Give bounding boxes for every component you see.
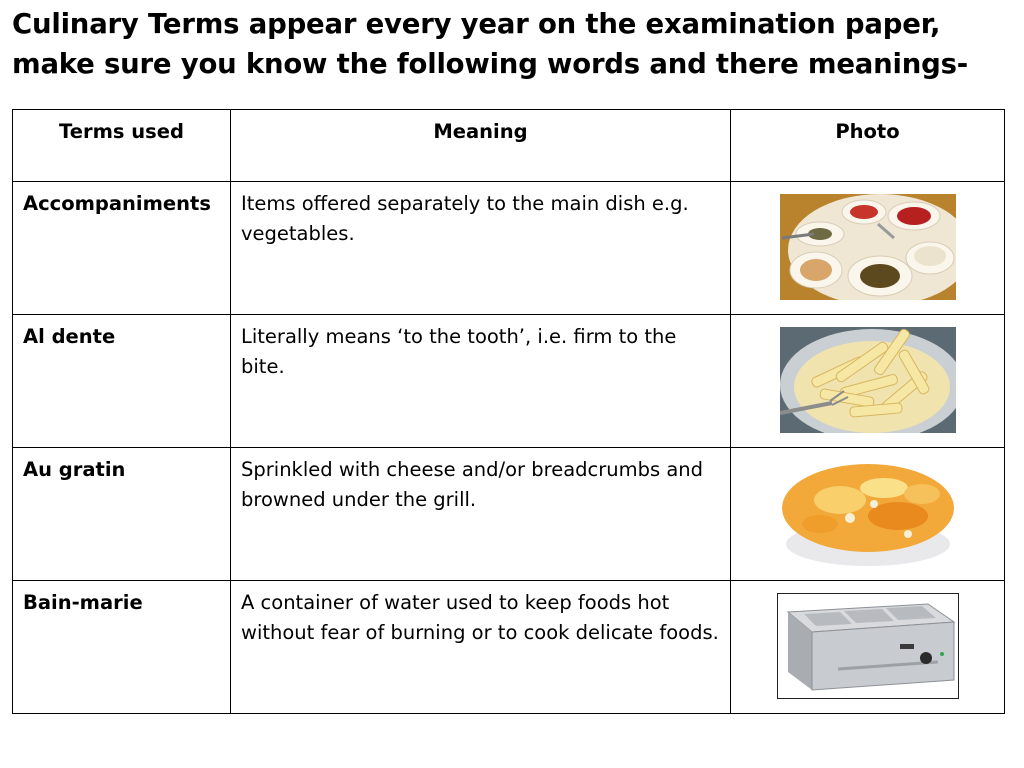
- accompaniments-photo: [780, 194, 956, 300]
- header-terms-used: Terms used: [13, 110, 231, 182]
- meaning-cell: A container of water used to keep foods hot without fear of burning or to cook delicate foods.: [231, 581, 731, 714]
- meaning-cell: Items offered separately to the main dish e.g. vegetables.: [231, 182, 731, 315]
- header-photo: Photo: [731, 110, 1005, 182]
- page-title-line-2: make sure you know the following words and there meanings-: [12, 48, 969, 80]
- term-cell: Bain-marie: [13, 581, 231, 714]
- pasta-photo: [780, 327, 956, 433]
- bain-marie-photo: [777, 593, 959, 699]
- term-cell: Accompaniments: [13, 182, 231, 315]
- table-row: [13, 315, 1005, 448]
- page-title-line-1: Culinary Terms appear every year on the examination paper,: [12, 8, 941, 40]
- table-header-row: [13, 110, 1005, 182]
- table-row: [13, 182, 1005, 315]
- page-title: [12, 4, 1016, 84]
- table-row: [13, 448, 1005, 581]
- table-row: [13, 581, 1005, 714]
- term-cell: Al dente: [13, 315, 231, 448]
- photo-cell: [731, 581, 1005, 714]
- term-cell: Au gratin: [13, 448, 231, 581]
- photo-cell: [731, 448, 1005, 581]
- meaning-cell: Literally means ‘to the tooth’, i.e. firm to the bite.: [231, 315, 731, 448]
- photo-cell: [731, 182, 1005, 315]
- header-meaning: Meaning: [231, 110, 731, 182]
- meaning-cell: Sprinkled with cheese and/or breadcrumbs and browned under the grill.: [231, 448, 731, 581]
- culinary-terms-table: [12, 109, 1005, 714]
- photo-cell: [731, 315, 1005, 448]
- gratin-dish-photo: [780, 460, 956, 566]
